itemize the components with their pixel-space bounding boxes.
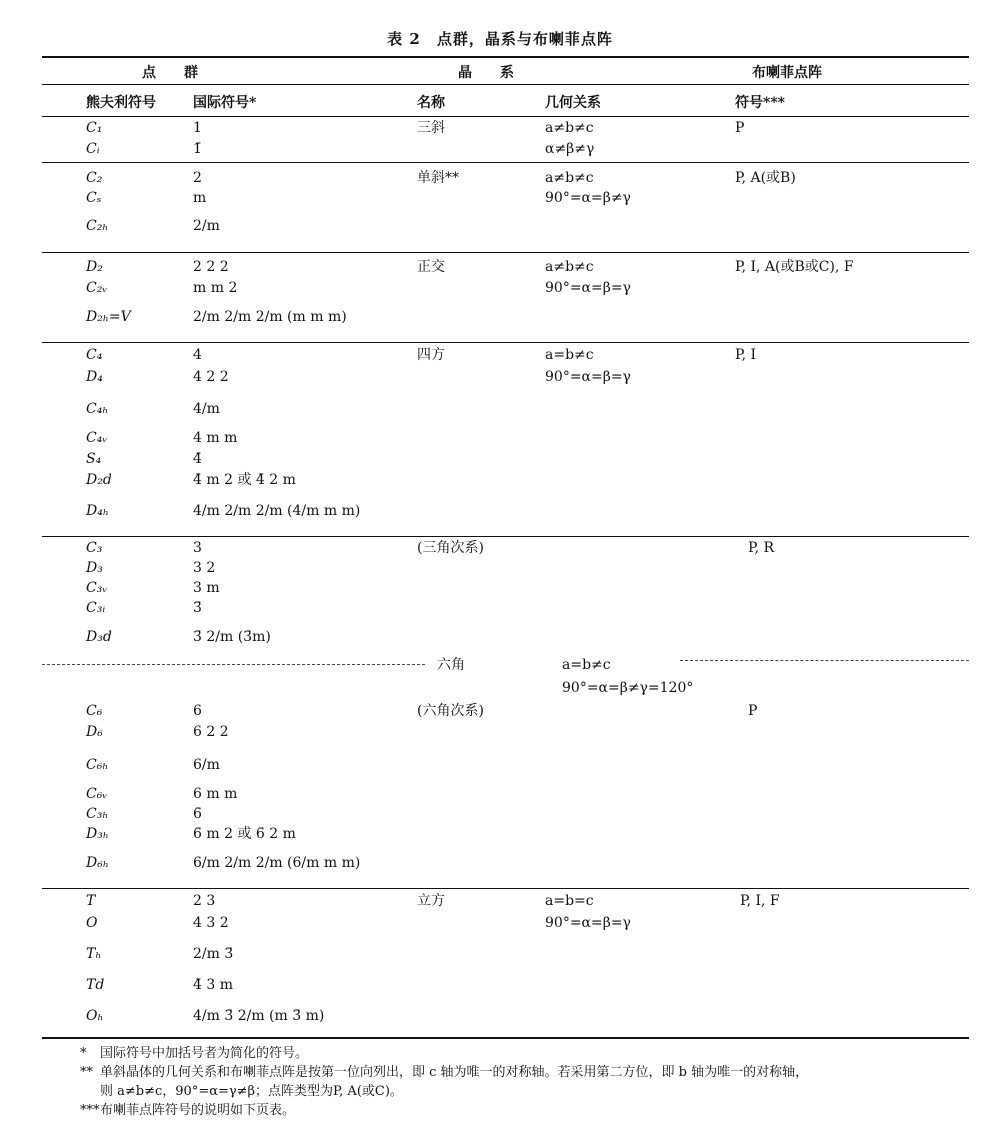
geometry: 90°=α=β=γ — [545, 280, 631, 296]
table-row — [0, 344, 1000, 366]
hexagonal-dashed-rule-right — [680, 660, 969, 661]
international-symbol: 4̄ m 2 或 4̄ 2 m — [193, 472, 296, 488]
group-rule — [42, 342, 969, 343]
table-row — [0, 912, 1000, 934]
international-symbol: 6/m — [193, 757, 220, 773]
schoenflies-symbol: Cₛ — [86, 190, 102, 206]
geometry: a=b=c — [545, 893, 594, 909]
table-row — [0, 1005, 1000, 1027]
header-schoenflies: 熊夫利符号 — [86, 95, 156, 111]
geometry: 90°=α=β=γ — [545, 915, 631, 931]
footnotes — [80, 1044, 980, 1120]
schoenflies-symbol: C₄ᵥ — [86, 430, 108, 446]
footnote — [80, 1044, 980, 1063]
bravais-symbol: P — [735, 120, 745, 136]
header-rule — [42, 84, 969, 85]
schoenflies-symbol: C₁ — [86, 120, 103, 136]
header-geometry: 几何关系 — [545, 95, 601, 111]
international-symbol: 4/m 2/m 2/m (4/m m m) — [193, 503, 361, 519]
schoenflies-symbol: D₂ — [86, 259, 103, 275]
table-row — [0, 167, 1000, 189]
schoenflies-symbol: C₃ᵢ — [86, 600, 106, 616]
system-name: 四方 — [417, 347, 445, 363]
table-row — [0, 754, 1000, 776]
footnote-mark: * — [80, 1046, 87, 1061]
international-symbol: 2 — [193, 170, 202, 186]
schoenflies-symbol: D₃d — [86, 629, 112, 645]
international-symbol: 6̄ — [193, 806, 202, 822]
footnote-text: 布喇菲点阵符号的说明如下页表。 — [100, 1103, 296, 1118]
hexagonal-dashed-rule-left — [42, 664, 425, 665]
bravais-symbol: P, I, A(或B或C), F — [735, 259, 854, 275]
international-symbol: 4/m — [193, 401, 220, 417]
schoenflies-symbol: C₆ — [86, 703, 103, 719]
schoenflies-symbol: T — [86, 893, 96, 909]
schoenflies-symbol: C₄ — [86, 347, 103, 363]
geometry: a≠b≠c — [545, 120, 594, 136]
table-row — [0, 427, 1000, 449]
table-row — [0, 138, 1000, 160]
schoenflies-symbol: D₄ₕ — [86, 503, 109, 519]
schoenflies-symbol: C₃ᵥ — [86, 580, 108, 596]
geometry: a≠b≠c — [545, 170, 594, 186]
table-row — [0, 803, 1000, 825]
international-symbol: m m 2 — [193, 280, 238, 296]
schoenflies-symbol: C₆ₕ — [86, 757, 109, 773]
international-symbol: 3 2 — [193, 560, 216, 576]
system-name: 立方 — [417, 893, 445, 909]
table-row — [0, 306, 1000, 328]
schoenflies-symbol: C₂ᵥ — [86, 280, 108, 296]
international-symbol: 6 m m — [193, 786, 238, 802]
international-symbol: 2/m 2/m 2/m (m m m) — [193, 309, 347, 325]
header-name: 名称 — [417, 95, 445, 111]
international-symbol: 4̄ — [193, 451, 202, 467]
schoenflies-symbol: S₄ — [86, 451, 102, 467]
table-row — [0, 700, 1000, 722]
geometry: 90°=α=β≠γ — [545, 190, 631, 206]
footnote — [80, 1101, 980, 1120]
schoenflies-symbol: D₂ₕ=V — [86, 309, 131, 325]
header-point-group: 点 群 — [142, 65, 198, 81]
table-row — [0, 366, 1000, 388]
system-name: (六角次系) — [417, 703, 484, 719]
international-symbol: 3 — [193, 540, 202, 556]
schoenflies-symbol: C₂ₕ — [86, 218, 109, 234]
international-symbol: 4 3 2 — [193, 915, 229, 931]
group-rule — [42, 888, 969, 889]
table-row — [0, 469, 1000, 491]
header-symbol: 符号*** — [735, 95, 785, 111]
table-row — [0, 187, 1000, 209]
footnote-mark: *** — [80, 1103, 100, 1118]
system-name: 三斜 — [417, 120, 445, 136]
table-row — [0, 448, 1000, 470]
table-row — [0, 577, 1000, 599]
international-symbol: 4̄ 3 m — [193, 977, 233, 993]
footnote — [80, 1063, 980, 1082]
bravais-symbol: P, I — [735, 347, 757, 363]
schoenflies-symbol: D₂d — [86, 472, 112, 488]
table-row — [0, 852, 1000, 874]
schoenflies-symbol: D₆ — [86, 724, 103, 740]
schoenflies-symbol: C₆ᵥ — [86, 786, 108, 802]
header-crystal-system: 晶 系 — [458, 65, 514, 81]
bravais-symbol: P, I, F — [740, 893, 780, 909]
bravais-symbol: P — [748, 703, 758, 719]
group-rule — [42, 252, 969, 253]
international-symbol: 6/m 2/m 2/m (6/m m m) — [193, 855, 361, 871]
international-symbol: 4 — [193, 347, 202, 363]
bravais-symbol: P, R — [748, 540, 775, 556]
table-row — [0, 943, 1000, 965]
footnote-text: 单斜晶体的几何关系和布喇菲点阵是按第一位向列出，即 c 轴为唯一的对称轴。若采用第二方位，即 b 轴为唯一的对称轴， — [100, 1065, 809, 1080]
schoenflies-symbol: D₃ — [86, 560, 103, 576]
schoenflies-symbol: Cᵢ — [86, 141, 100, 157]
table-row — [0, 597, 1000, 619]
international-symbol: m — [193, 190, 207, 206]
schoenflies-symbol: Tₕ — [86, 946, 102, 962]
footnote-text: 国际符号中加括号者为简化的符号。 — [100, 1046, 309, 1061]
geometry: a≠b≠c — [545, 259, 594, 275]
table-row — [0, 783, 1000, 805]
international-symbol: 3̄ 2/m (3̄m) — [193, 629, 271, 645]
table-row — [0, 890, 1000, 912]
international-symbol: 1 — [193, 120, 202, 136]
international-symbol: 6 2 2 — [193, 724, 229, 740]
system-name: 正交 — [417, 259, 445, 275]
system-name: (三角次系) — [417, 540, 484, 556]
table-row — [0, 500, 1000, 522]
header-bravais: 布喇菲点阵 — [752, 65, 822, 81]
geometry: a=b≠c — [545, 347, 594, 363]
international-symbol: 2 2 2 — [193, 259, 229, 275]
footnote-text: 则 a≠b≠c，90°=α=γ≠β；点阵类型为P, A(或C)。 — [100, 1084, 403, 1099]
schoenflies-symbol: D₄ — [86, 369, 103, 385]
international-symbol: 3 m — [193, 580, 220, 596]
schoenflies-symbol: C₄ₕ — [86, 401, 109, 417]
header-international: 国际符号* — [193, 95, 257, 111]
table-row — [0, 537, 1000, 559]
schoenflies-symbol: C₂ — [86, 170, 103, 186]
bottom-rule — [42, 1037, 969, 1039]
schoenflies-symbol: C₃ — [86, 540, 103, 556]
table-row — [0, 117, 1000, 139]
table-row — [0, 557, 1000, 579]
footnote — [80, 1082, 980, 1101]
schoenflies-symbol: O — [86, 915, 98, 931]
table-title: 表 2 点群，晶系与布喇菲点阵 — [387, 30, 613, 48]
geometry: 90°=α=β=γ — [545, 369, 631, 385]
geometry: α≠β≠γ — [545, 141, 595, 157]
system-name: 单斜** — [417, 170, 459, 186]
table-row — [0, 974, 1000, 996]
schoenflies-symbol: D₆ₕ — [86, 855, 109, 871]
international-symbol: 2/m — [193, 218, 220, 234]
international-symbol: 2 3 — [193, 893, 216, 909]
top-rule — [42, 56, 969, 58]
schoenflies-symbol: Oₕ — [86, 1008, 104, 1024]
international-symbol: 6̄ m 2 或 6̄ 2 m — [193, 826, 296, 842]
bravais-symbol: P, A(或B) — [735, 170, 796, 186]
international-symbol: 6 — [193, 703, 202, 719]
footnote-mark: ** — [80, 1065, 93, 1080]
hexagonal-geometry-2: 90°=α=β≠γ=120° — [562, 680, 694, 696]
group-rule — [42, 162, 969, 163]
schoenflies-symbol: D₃ₕ — [86, 826, 109, 842]
international-symbol: 1̄ — [193, 141, 202, 157]
table-row — [0, 215, 1000, 237]
schoenflies-symbol: C₃ₕ — [86, 806, 109, 822]
schoenflies-symbol: Td — [86, 977, 105, 993]
table-row — [0, 398, 1000, 420]
international-symbol: 4 2 2 — [193, 369, 229, 385]
table-row — [0, 277, 1000, 299]
table-row — [0, 721, 1000, 743]
international-symbol: 4/m 3̄ 2/m (m 3̄ m) — [193, 1008, 325, 1024]
hexagonal-geometry-1: a=b≠c — [562, 657, 611, 673]
table-row — [0, 256, 1000, 278]
table-row — [0, 823, 1000, 845]
table-row — [0, 626, 1000, 648]
international-symbol: 2/m 3̄ — [193, 946, 234, 962]
international-symbol: 3̄ — [193, 600, 202, 616]
hexagonal-system-name: 六角 — [437, 657, 465, 673]
international-symbol: 4 m m — [193, 430, 238, 446]
